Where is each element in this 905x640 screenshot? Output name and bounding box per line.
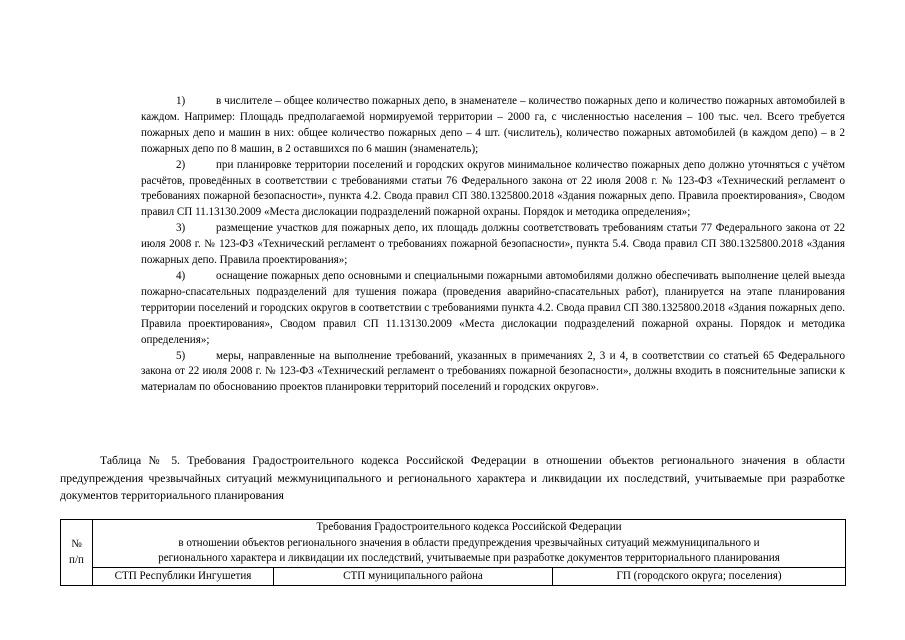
footnote-number: 1) (176, 95, 186, 107)
footnote-text: при планировке территории поселений и городских округов минимальное количество пожарных депо должно уточняться с учётом расчётов, проведённых в соответствии с требованиями статьи 76 Федерального закона от 22 июля 2008 г. № 123-ФЗ «Технический регламент о требованиях пожарной безопасности», пункта 4.2. Свода правил СП 380.1325800.2018 «Здания пожарных депо. Правила проектирования», Сводом правил СП 11.13130.2009 «Места дислокации подразделений пожарной охраны. Порядок и методика определения»; (141, 158, 845, 219)
footnote-number: 4) (176, 269, 186, 282)
requirements-header (93, 520, 846, 568)
table-caption-text: Таблица № 5. Требования Градостроительного кодекса Российской Федерации в отношении объектов регионального значения в области предупреждения чрезвычайных ситуаций межмуниципального и регионального характера и ликвидации их последствий, учитываемые при разработке документов территориального планирования (60, 454, 845, 503)
footnote-text: размещение участков для пожарных депо, их площадь должны соответствовать требованиям статьи 77 Федерального закона от 22 июля 2008 г. № 123-ФЗ «Технический регламент о требованиях пожарной безопасности», пункта 5.4. Свода правил СП 380.1325800.2018 «Здания пожарных депо. Правила проектирования»; (141, 222, 845, 267)
footnote-text: оснащение пожарных депо основными и специальными пожарными автомобилями должно обеспечивать выполнение целей выезда пожарно-спасательных подразделений для тушения пожара (проведения аварийно-спасательных работ), планируется на этапе планирования территории поселений и городских округов в соответствии с требованиями пункта 4.2. Свода правил СП 380.1325800.2018 «Здания пожарных депо. Правила проектирования», Сводом правил СП 11.13130.2009 «Места дислокации подразделений пожарной охраны. Порядок и методика определения»; (141, 269, 845, 346)
requirements-table (60, 519, 846, 586)
footnote-2 (141, 158, 845, 222)
column-header-stp-municipal: СТП муниципального района (274, 567, 553, 585)
footnote-3 (141, 221, 845, 269)
footnote-number: 2) (176, 158, 186, 171)
table-subheader-row (61, 567, 846, 585)
table-caption (60, 452, 845, 505)
footnote-5 (141, 349, 845, 397)
footnote-4 (141, 269, 845, 349)
column-header-gp: ГП (городского округа; поселения) (553, 567, 846, 585)
requirements-header-line-2: в отношении объектов регионального значения в области предупреждения чрезвычайных ситуаций межмуниципального и (178, 536, 760, 549)
footnote-text: меры, направленные на выполнение требований, указанных в примечаниях 2, 3 и 4, в соответствии со статьей 65 Федерального закона от 22 июля 2008 г. № 123-ФЗ «Технический регламент о требованиях пожарной безопасности», должны входить в пояснительные записки к материалам по обоснованию проектов планировки территорий поселений и городских округов». (141, 349, 845, 394)
table-header-row (61, 520, 846, 568)
number-column-header (61, 520, 93, 586)
footnotes (141, 94, 845, 396)
column-header-stp-republic: СТП Республики Ингушетия (93, 567, 274, 585)
requirements-header-line-3: регионального характера и ликвидации их последствий, учитываемые при разработке документов территориального планирования (158, 552, 780, 564)
footnote-text: в числителе – общее количество пожарных депо, в знаменателе – количество пожарных депо и количество пожарных автомобилей в каждом. Например: Площадь предполагаемой нормируемой территории – 2000 га, с численностью населения – 100 тыс. чел. Всего требуется пожарных депо и машин в них: общее количество пожарных депо – 4 шт. (числитель), количество пожарных автомобилей (в каждом депо) – в 2 пожарных депо по 8 машин, в 2 оставшихся по 6 машин (знаменатель); (141, 95, 845, 155)
footnote-1 (141, 94, 845, 158)
requirements-header-line-1: Требования Градостроительного кодекса Российской Федерации (316, 521, 622, 533)
number-header-line-2: п/п (69, 554, 84, 567)
number-header-line-1: № (71, 538, 82, 551)
footnote-number: 3) (176, 222, 186, 235)
footnote-number: 5) (176, 349, 186, 362)
